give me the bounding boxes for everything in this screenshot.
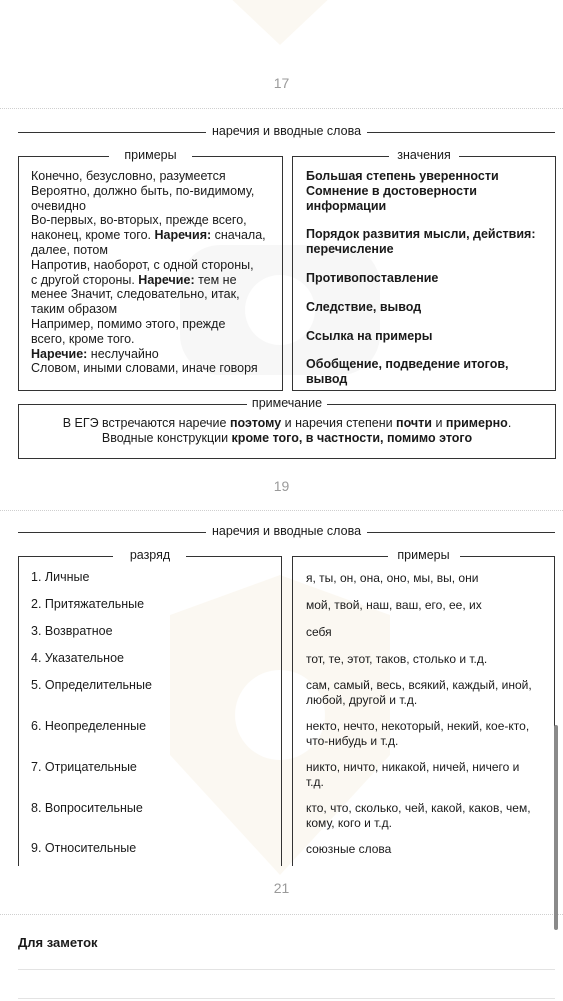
meaning-item: Следствие, вывод: [306, 299, 422, 314]
meaning-item: Обобщение, подведение итогов, вывод: [306, 357, 509, 387]
note-box: [18, 396, 556, 459]
note-line-1: В ЕГЭ встречаются наречие поэтому и наречия степени почти и примерно.: [62, 416, 512, 430]
note-line-2: Вводные конструкции кроме того, в частности, помимо этого: [101, 430, 473, 445]
page-divider: [0, 914, 563, 915]
watermark-logo: [150, 0, 410, 50]
table-row-label: 4. Указательное: [31, 651, 124, 665]
page-number: 21: [273, 880, 290, 896]
table-row-value: союзные слова: [306, 842, 392, 856]
scrollbar-thumb[interactable]: [554, 725, 558, 930]
page-divider: [0, 510, 563, 511]
table-row-label: 6. Неопределенные: [31, 719, 147, 733]
table-row-value: сам, самый, весь, всякий, каждый, иной, любой, другой и т.д.: [306, 678, 532, 707]
section-header: [18, 124, 555, 140]
table-row-label: 8. Вопросительные: [31, 801, 143, 815]
meanings-caption: значения: [397, 148, 451, 162]
meanings-list: [306, 169, 551, 387]
table-row-value: кто, что, сколько, чей, какой, каков, чем, кому, кого и т.д.: [306, 801, 531, 830]
column-header-examples: примеры: [397, 548, 450, 562]
table-row-label: 1. Личные: [31, 570, 90, 584]
examples-text: Конечно, безусловно, разумеется Вероятно, должно быть, по-видимому, очевидно Во-первых, во-вторых, прежде всего, наконец, кроме того. Наречия: сначала, далее, потом Напротив, наоборот, с одной стороны, с другой стороны. Наречие: тем не менее Значит, следовательно, итак, таким образом Например, помимо этого, прежде всего, кроме того. Наречие: неслучайно Словом, иными словами, иначе говоря: [31, 169, 266, 376]
meaning-item: Противопоставление: [306, 270, 439, 285]
section-header-text: наречия и вводные слова: [206, 124, 367, 138]
section-header-text: наречия и вводные слова: [206, 524, 367, 538]
table-row-value: мой, твой, наш, ваш, его, ее, их: [306, 598, 482, 612]
table-row-value: тот, те, этот, таков, столько и т.д.: [306, 652, 488, 666]
meaning-item: Порядок развития мысли, действия: перечисление: [306, 227, 536, 257]
page-divider: [0, 108, 563, 109]
examples-caption: примеры: [124, 148, 177, 162]
table-row-label: 3. Возвратное: [31, 624, 113, 638]
table-row-label: 5. Определительные: [31, 678, 152, 692]
note-caption: примечание: [251, 396, 323, 410]
section-header: [18, 524, 555, 540]
notes-line: [18, 998, 555, 999]
meanings-box: [292, 148, 556, 391]
table-row-label: 2. Притяжательные: [31, 597, 145, 611]
column-header-category: разряд: [129, 548, 171, 562]
notes-title: Для заметок: [18, 935, 98, 950]
meaning-item: Ссылка на примеры: [306, 328, 433, 343]
table-row-value: некто, нечто, некоторый, некий, кое-кто, что-нибудь и т.д.: [306, 719, 530, 748]
table-row-value: себя: [306, 625, 332, 639]
examples-box: [18, 148, 283, 391]
page-number: 19: [273, 478, 290, 494]
table-row-value: я, ты, он, она, оно, мы, вы, они: [306, 571, 479, 585]
meaning-item: Сомнение в достоверности информации: [306, 183, 477, 213]
meaning-item: Большая степень уверенности: [306, 169, 499, 183]
page-number: 17: [273, 75, 290, 91]
table-row-label: 9. Относительные: [31, 841, 137, 855]
note-text: [19, 416, 555, 446]
notes-line: [18, 969, 555, 970]
table-row-value: никто, ничто, никакой, ничей, ничего и т.д.: [306, 760, 520, 789]
table-row-label: 7. Отрицательные: [31, 760, 137, 774]
